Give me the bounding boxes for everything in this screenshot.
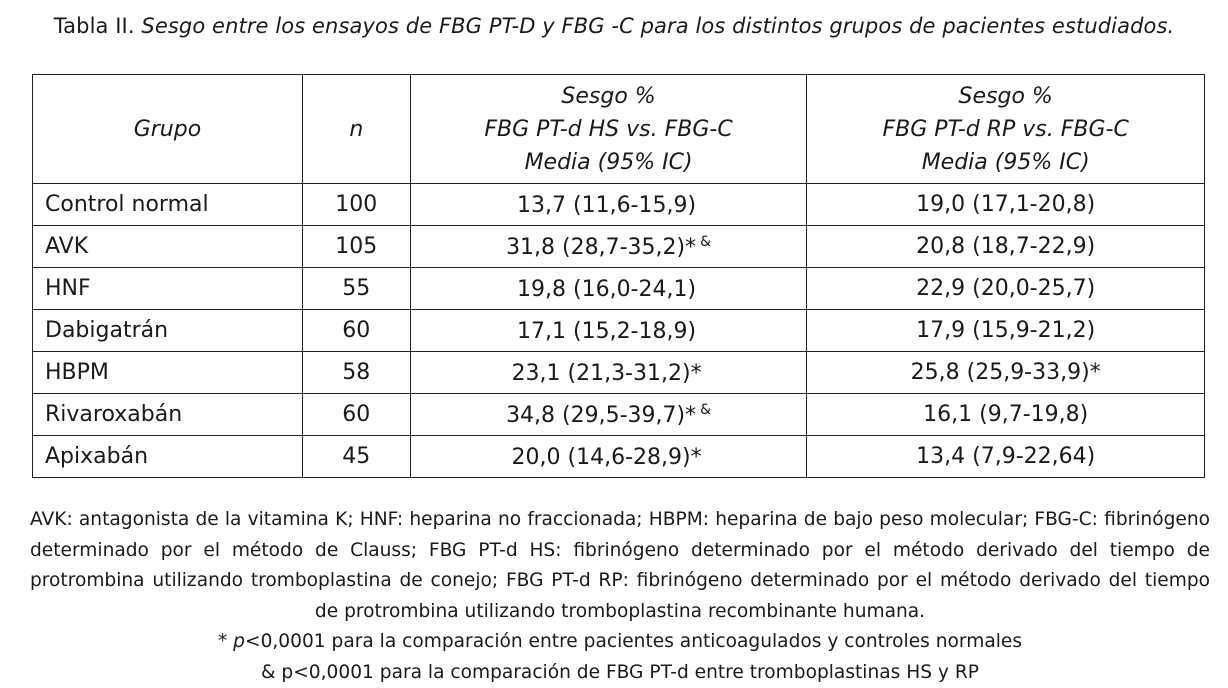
table-row [33,310,1205,352]
cell-hs [410,226,807,268]
header-n: n [302,75,410,184]
cell-hs [410,268,807,310]
cell-rp: 13,4 (7,9-22,64) [807,436,1205,478]
cell-group: Apixabán [33,436,303,478]
cell-hs-mark: & [700,402,711,418]
cell-hs-value: 31,8 (28,7-35,2)* [506,235,696,260]
cell-group: HNF [33,268,303,310]
header-hs-line2: FBG PT-d HS vs. FBG-C [411,113,807,146]
cell-n: 100 [302,184,410,226]
cell-hs [410,394,807,436]
cell-hs-value: 34,8 (29,5-39,7)* [506,403,696,428]
cell-hs-value: 20,0 (14,6-28,9)* [512,445,702,470]
header-rp-line3: Media (95% IC) [807,146,1204,179]
table-header-row [33,75,1205,184]
cell-hs [410,436,807,478]
cell-group: HBPM [33,352,303,394]
cell-rp: 16,1 (9,7-19,8) [807,394,1205,436]
cell-hs [410,352,807,394]
cell-n: 105 [302,226,410,268]
cell-rp: 22,9 (20,0-25,7) [807,268,1205,310]
cell-hs-mark: & [700,234,711,250]
significance-note-2: & p<0,0001 para la comparación de FBG PT-d entre tromboplastinas HS y RP [30,658,1210,688]
cell-hs-value: 23,1 (21,3-31,2)* [512,361,702,386]
cell-hs-value: 19,8 (16,0-24,1) [517,277,696,302]
header-rp [807,75,1205,184]
caption-title: Sesgo entre los ensayos de FBG PT-D y FBG -C para los distintos grupos de pacientes estudiados. [141,14,1174,38]
header-hs-line3: Media (95% IC) [411,146,807,179]
abbreviations-note: AVK: antagonista de la vitamina K; HNF: heparina no fraccionada; HBPM: heparina de bajo peso molecular; FBG-C: fibrinógeno determinado por el método de Clauss; FBG PT-d HS: fibrinógeno determinado por el método derivado del tiempo de protrombina utilizando tromboplastina de conejo; FBG PT-d RP: fibrinógeno determinado por el método derivado del tiempo de protrombina utilizando tromboplastina recombinante humana. [30,505,1210,627]
header-hs-line1: Sesgo % [411,80,807,113]
cell-n: 58 [302,352,410,394]
bias-table [32,74,1205,478]
sig1-prefix: * [218,631,233,652]
sig1-rest: <0,0001 para la comparación entre pacientes anticoagulados y controles normales [245,631,1022,652]
cell-group: Control normal [33,184,303,226]
cell-rp: 17,9 (15,9-21,2) [807,310,1205,352]
cell-hs [410,310,807,352]
cell-rp: 19,0 (17,1-20,8) [807,184,1205,226]
cell-group: AVK [33,226,303,268]
table-row [33,226,1205,268]
header-rp-line1: Sesgo % [807,80,1204,113]
caption-prefix: Tabla II. [54,14,135,38]
table-footnotes [30,505,1210,688]
table-row [33,184,1205,226]
table-row [33,352,1205,394]
cell-hs-value: 13,7 (11,6-15,9) [517,193,696,218]
cell-n: 60 [302,394,410,436]
cell-n: 55 [302,268,410,310]
cell-rp: 20,8 (18,7-22,9) [807,226,1205,268]
cell-hs [410,184,807,226]
cell-n: 60 [302,310,410,352]
header-hs [410,75,807,184]
cell-rp: 25,8 (25,9-33,9)* [807,352,1205,394]
significance-note-1 [30,627,1210,658]
table-row [33,436,1205,478]
header-rp-line2: FBG PT-d RP vs. FBG-C [807,113,1204,146]
cell-hs-value: 17,1 (15,2-18,9) [517,319,696,344]
sig1-p: p [233,631,245,652]
cell-group: Dabigatrán [33,310,303,352]
cell-group: Rivaroxabán [33,394,303,436]
table-caption [0,14,1228,38]
table-row [33,268,1205,310]
table-row [33,394,1205,436]
cell-n: 45 [302,436,410,478]
header-group: Grupo [33,75,303,184]
